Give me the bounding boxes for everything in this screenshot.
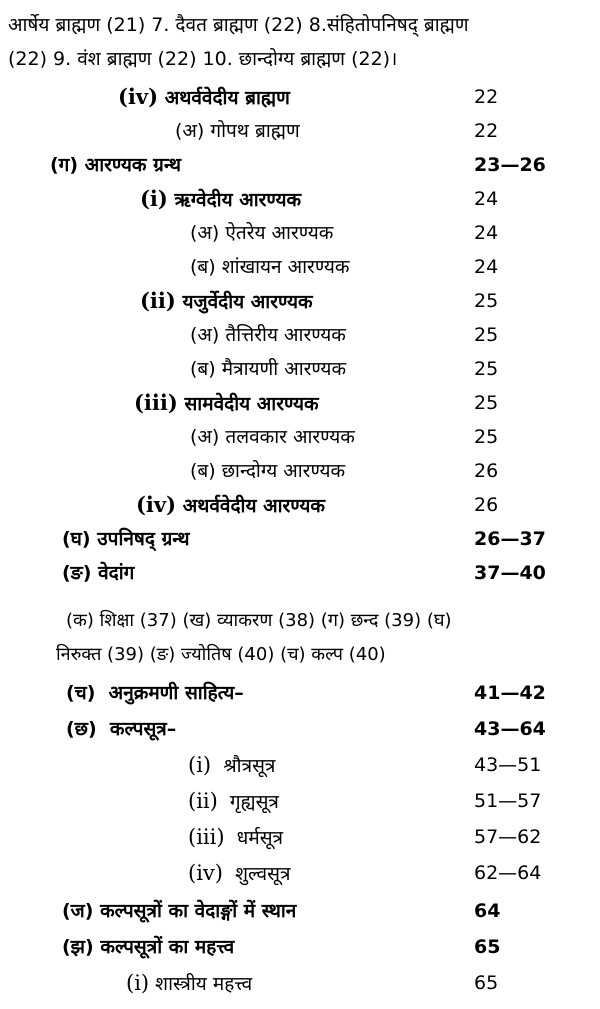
entry-page: 23—26 <box>474 154 546 176</box>
toc-entry <box>0 454 600 488</box>
entry-title: यजुर्वेदीय आरण्यक <box>182 291 313 313</box>
vedanga-paragraph <box>66 604 580 638</box>
entry-page: 25 <box>474 358 499 380</box>
entry-marker: (iv) <box>118 84 159 109</box>
toc-entry <box>0 420 600 454</box>
entry-page: 41—42 <box>474 682 546 704</box>
entry-title: अथर्ववेदीय आरण्यक <box>182 495 325 517</box>
entry-marker: (ब) <box>190 460 216 482</box>
toc-entry <box>0 488 600 522</box>
entry-page: 62—64 <box>474 862 542 884</box>
entry-marker: (iv) <box>188 861 223 885</box>
entry-title: ऋग्वेदीय आरण्यक <box>174 189 302 211</box>
toc-entry <box>0 784 600 818</box>
toc-entry <box>0 820 600 854</box>
entry-marker: (iv) <box>136 492 177 517</box>
toc-entry <box>0 114 600 148</box>
toc-entry <box>0 522 600 556</box>
entry-marker: (i) <box>188 753 212 777</box>
intro-line-1: आर्षेय ब्राह्मण (21) 7. दैवत ब्राह्मण (22) 8.संहितोपनिषद् ब्राह्मण <box>8 14 469 36</box>
entry-page: 25 <box>474 290 499 312</box>
entry-title: आरण्यक ग्रन्थ <box>84 154 182 176</box>
intro-paragraph <box>8 8 588 76</box>
entry-page: 65 <box>474 972 499 994</box>
toc-entry <box>0 556 600 590</box>
entry-title: शास्त्रीय महत्त्व <box>155 973 253 995</box>
toc-entry <box>0 748 600 782</box>
entry-marker: (i) <box>126 971 150 995</box>
entry-marker: (छ) <box>66 718 97 740</box>
toc-entry <box>0 182 600 216</box>
entry-title: उपनिषद् ग्रन्थ <box>97 528 190 550</box>
entry-title: वेदांग <box>98 562 135 584</box>
entry-title: कल्पसूत्रों का वेदाङ्गों में स्थान <box>100 900 297 922</box>
entry-title: श्रौत्रसूत्र <box>223 755 276 777</box>
toc-entry <box>0 386 600 420</box>
entry-title: गृह्यसूत्र <box>229 791 279 813</box>
entry-page: 37—40 <box>474 562 546 584</box>
toc-entry <box>0 216 600 250</box>
entry-page: 26 <box>474 494 499 516</box>
entry-marker: (ii) <box>188 789 218 813</box>
entry-marker: (ङ) <box>62 562 92 584</box>
entry-title: ऐतरेय आरण्यक <box>225 222 334 244</box>
entry-title: अनुक्रमणी साहित्य– <box>108 682 244 704</box>
entry-title: शुल्वसूत्र <box>235 863 291 885</box>
entry-marker: (iii) <box>134 390 178 415</box>
entry-title: शांखायन आरण्यक <box>221 256 350 278</box>
entry-page: 24 <box>474 188 499 210</box>
entry-marker: (ब) <box>190 256 216 278</box>
toc-entry <box>0 930 600 964</box>
toc-entry <box>0 80 600 114</box>
vedanga-line-1: (क) शिक्षा (37) (ख) व्याकरण (38) (ग) छन्द (39) (घ) <box>66 610 452 631</box>
toc-entry <box>0 856 600 890</box>
vedanga-paragraph-cont <box>56 638 580 672</box>
entry-marker: (घ) <box>62 528 91 550</box>
entry-page: 24 <box>474 256 499 278</box>
toc-entry <box>0 148 600 182</box>
toc-entry <box>0 966 600 1000</box>
entry-title: मैत्रायणी आरण्यक <box>221 358 347 380</box>
entry-marker: (ज) <box>62 900 94 922</box>
toc-entry <box>0 712 600 746</box>
entry-title: छान्दोग्य आरण्यक <box>221 460 346 482</box>
entry-title: गोपथ ब्राह्मण <box>210 120 300 142</box>
entry-page: 25 <box>474 426 499 448</box>
entry-page: 24 <box>474 222 499 244</box>
entry-page: 51—57 <box>474 790 542 812</box>
entry-title: तलवकार आरण्यक <box>225 426 355 448</box>
entry-marker: (अ) <box>190 426 220 448</box>
vedanga-line-2: निरुक्त (39) (ङ) ज्योतिष (40) (च) कल्प (40) <box>56 644 386 665</box>
toc-entry <box>0 894 600 928</box>
entry-title: सामवेदीय आरण्यक <box>184 393 319 415</box>
toc-entry <box>0 352 600 386</box>
entry-title: धर्मसूत्र <box>236 827 284 849</box>
entry-page: 57—62 <box>474 826 542 848</box>
entry-marker: (अ) <box>190 222 220 244</box>
toc-entry <box>0 250 600 284</box>
toc-entry <box>0 676 600 710</box>
entry-page: 43—64 <box>474 718 546 740</box>
entry-title: अथर्ववेदीय ब्राह्मण <box>164 87 290 109</box>
entry-marker: (च) <box>66 682 96 704</box>
entry-title: तैत्तिरीय आरण्यक <box>225 324 346 346</box>
entry-page: 65 <box>474 936 501 958</box>
entry-marker: (ग) <box>50 154 79 176</box>
entry-marker: (अ) <box>175 120 205 142</box>
entry-marker: (ब) <box>190 358 216 380</box>
entry-marker: (ii) <box>140 288 176 313</box>
intro-line-2: (22) 9. वंश ब्राह्मण (22) 10. छान्दोग्य ब्राह्मण (22)। <box>8 48 398 70</box>
toc-entry <box>0 284 600 318</box>
entry-page: 22 <box>474 86 499 108</box>
entry-marker: (i) <box>140 186 168 211</box>
entry-page: 22 <box>474 120 499 142</box>
toc-entry <box>0 318 600 352</box>
entry-page: 26 <box>474 460 499 482</box>
entry-page: 25 <box>474 392 499 414</box>
entry-page: 26—37 <box>474 528 546 550</box>
entry-page: 25 <box>474 324 499 346</box>
entry-marker: (अ) <box>190 324 220 346</box>
entry-title: कल्पसूत्र– <box>109 718 177 740</box>
entry-marker: (iii) <box>188 825 225 849</box>
entry-marker: (झ) <box>62 936 94 958</box>
entry-page: 64 <box>474 900 501 922</box>
entry-page: 43—51 <box>474 754 542 776</box>
entry-title: कल्पसूत्रों का महत्त्व <box>100 936 235 958</box>
